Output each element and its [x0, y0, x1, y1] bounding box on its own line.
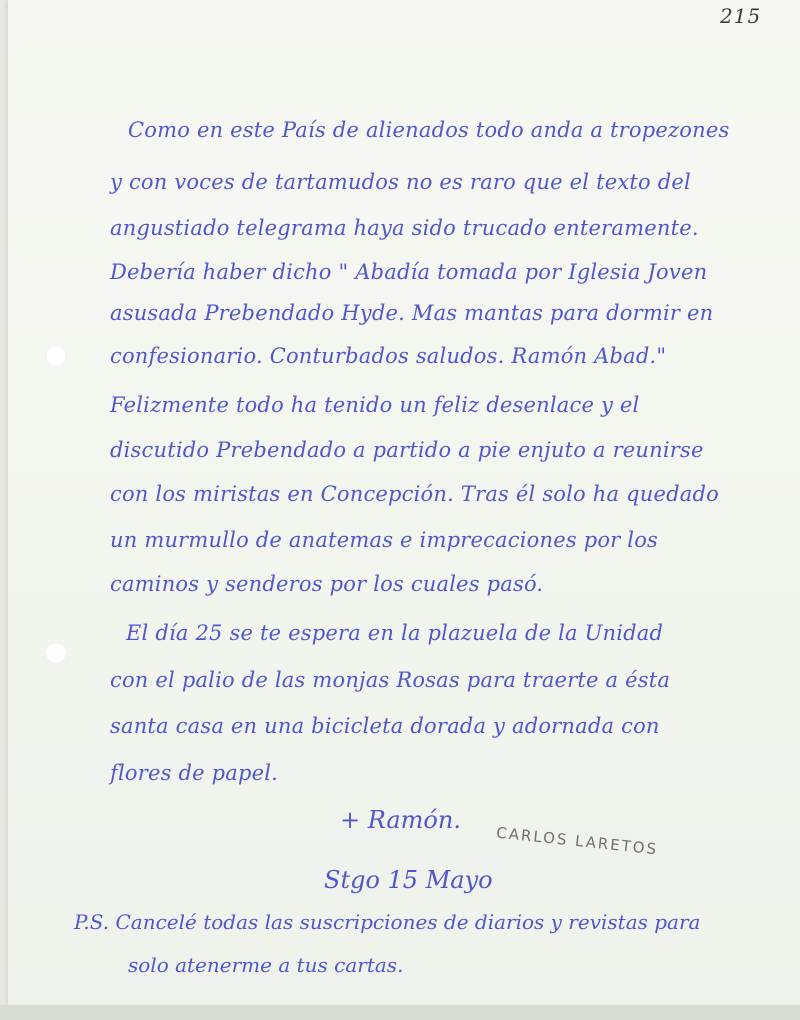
folio-number: 215	[720, 4, 762, 28]
letter-line-10: un murmullo de anatemas e imprecaciones por los	[110, 528, 659, 552]
letter-line-11: caminos y senderos por los cuales pasó.	[110, 572, 544, 596]
letter-line-2: y con voces de tartamudos no es raro que el texto del	[110, 170, 691, 194]
letter-line-5: asusada Prebendado Hyde. Mas mantas para dormir en	[110, 301, 714, 325]
stamped-name: CARLOS LARETOS	[495, 823, 659, 859]
binder-hole-bottom	[45, 642, 67, 664]
letter-line-12: El día 25 se te espera en la plazuela de la Unidad	[126, 621, 664, 645]
signature: + Ramón.	[340, 806, 461, 834]
letter-line-15: flores de papel.	[110, 761, 279, 785]
postscript-line-2: solo atenerme a tus cartas.	[128, 953, 404, 977]
letter-line-9: con los miristas en Concepción. Tras él solo ha quedado	[110, 482, 719, 506]
letter-line-14: santa casa en una bicicleta dorada y adornada con	[110, 714, 660, 738]
dateline: Stgo 15 Mayo	[324, 866, 493, 894]
binder-hole-top	[45, 345, 67, 367]
scan-background-strip	[0, 1005, 800, 1020]
letter-line-4: Debería haber dicho " Abadía tomada por Iglesia Joven	[110, 260, 708, 284]
letter-line-6: confesionario. Conturbados saludos. Ramón Abad."	[110, 344, 667, 368]
letter-line-13: con el palio de las monjas Rosas para traerte a ésta	[110, 668, 671, 692]
letter-line-1: Como en este País de alienados todo anda a tropezones	[128, 118, 730, 142]
letter-line-3: angustiado telegrama haya sido trucado enteramente.	[110, 216, 699, 240]
postscript-line-1: P.S. Cancelé todas las suscripciones de diarios y revistas para	[74, 910, 701, 934]
letter-page	[8, 0, 800, 1005]
letter-line-7: Felizmente todo ha tenido un feliz desenlace y el	[110, 393, 640, 417]
letter-line-8: discutido Prebendado a partido a pie enjuto a reunirse	[110, 438, 704, 462]
